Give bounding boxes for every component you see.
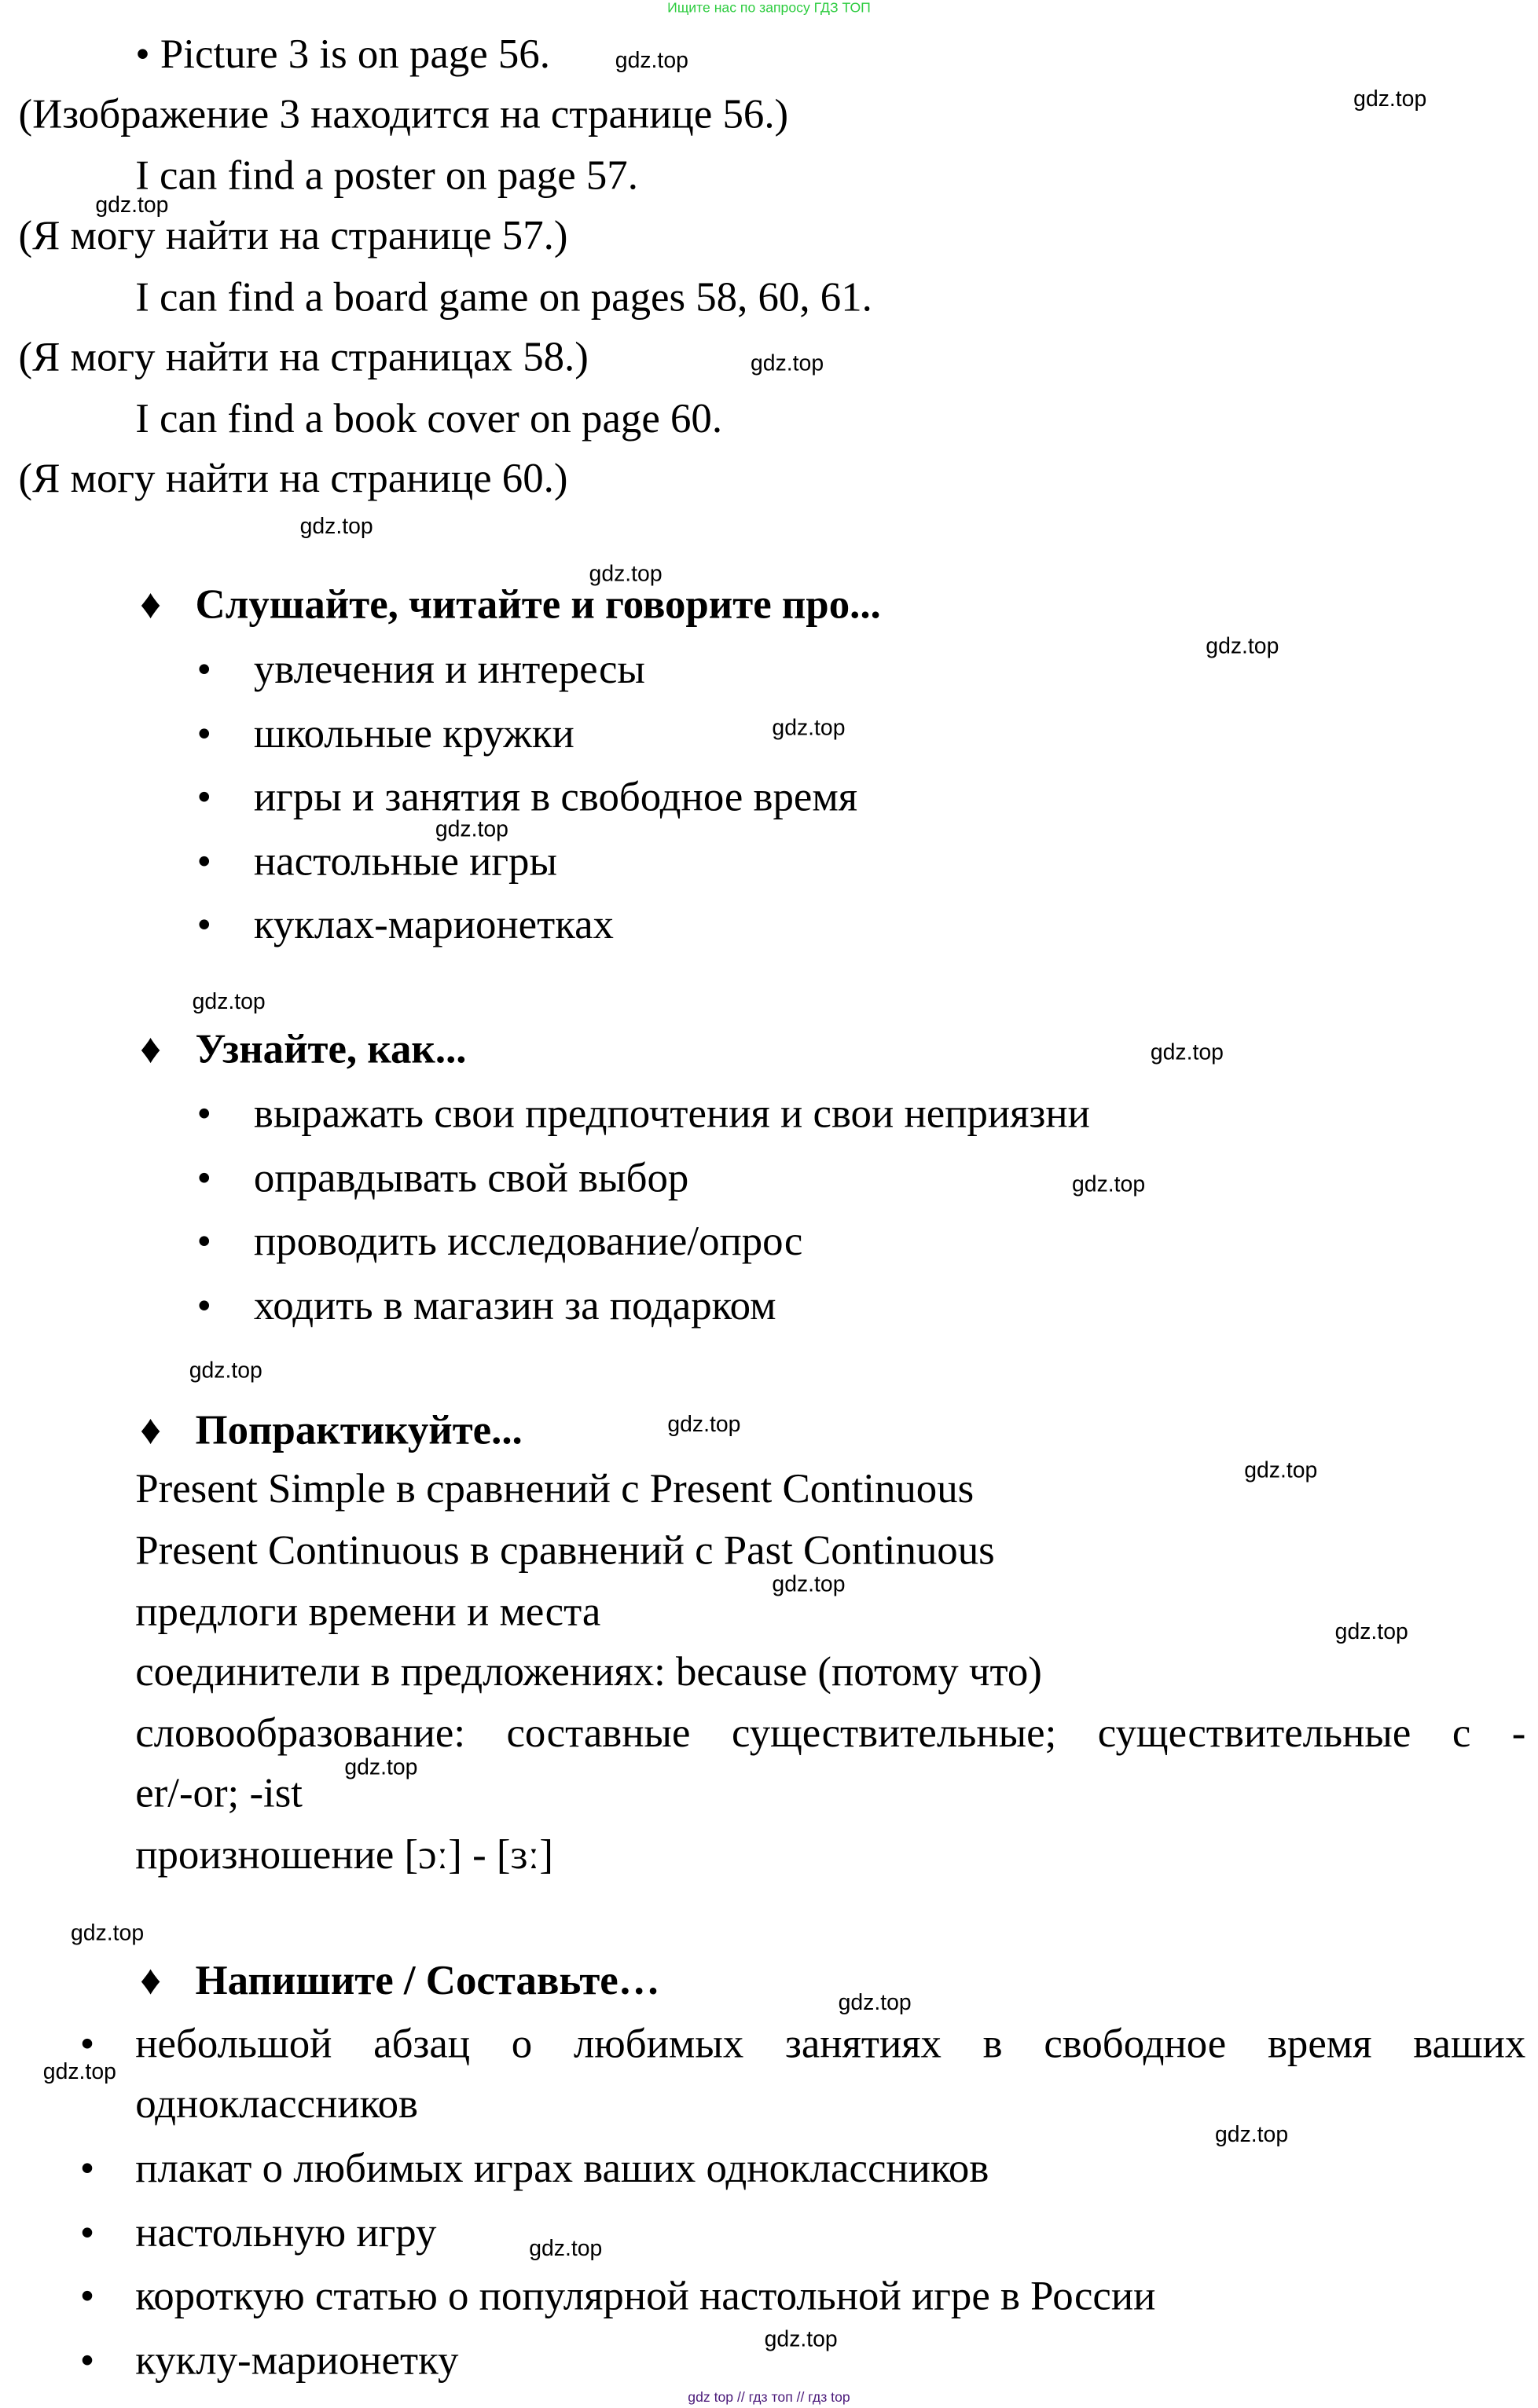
bullet-icon: • (196, 1090, 211, 1137)
bullet-icon: • (196, 837, 211, 885)
list-item: увлечения и интересы (253, 645, 645, 692)
footer-banner[interactable]: gdz top // гдз топ // гдз top (688, 2389, 850, 2405)
watermark-text: gdz.top (615, 49, 688, 74)
watermark-text: gdz.top (344, 1755, 418, 1781)
bullet-icon: • (79, 2209, 95, 2256)
practice-line: Present Simple в сравнений с Present Continuous (135, 1465, 975, 1512)
bullet-icon: • (196, 710, 211, 757)
watermark-text: gdz.top (772, 1573, 846, 1598)
list-item: проводить исследование/опрос (253, 1217, 803, 1264)
diamond-bullet-icon: ♦ (140, 1406, 162, 1453)
watermark-text: gdz.top (772, 716, 846, 742)
bullet-icon: • (196, 1282, 211, 1329)
watermark-text: gdz.top (764, 2327, 838, 2353)
list-item: настольную игру (135, 2209, 437, 2256)
watermark-text: gdz.top (299, 515, 373, 540)
answer-line: • Picture 3 is on page 56. (135, 31, 550, 77)
list-item: куклу-марионетку (135, 2337, 459, 2384)
list-item: выражать свои предпочтения и свои неприязни (253, 1090, 1090, 1137)
watermark-text: gdz.top (667, 1413, 741, 1438)
watermark-text: gdz.top (42, 2060, 116, 2085)
bullet-icon: • (79, 2272, 95, 2319)
translation-line: (Я могу найти на странице 57.) (18, 212, 568, 258)
translation-line: (Изображение 3 находится на странице 56.) (18, 90, 789, 137)
answer-line: I can find a book cover on page 60. (135, 394, 723, 442)
section-heading-learn: Узнайте, как... (195, 1025, 467, 1072)
list-item: оправдывать свой выбор (253, 1154, 689, 1201)
practice-line: словообразование: составные существительные; существительные с - (135, 1710, 1526, 1756)
list-item: плакат о любимых играх ваших одноклассников (135, 2145, 989, 2191)
list-item: короткую статью о популярной настольной игре в России (135, 2272, 1156, 2319)
practice-line: er/-or; -ist (135, 1769, 303, 1816)
answer-line: I can find a board game on pages 58, 60, 61. (135, 273, 872, 321)
practice-line: произношение [ɔː] - [ɜː] (135, 1831, 553, 1878)
section-heading-practice: Попрактикуйте... (195, 1406, 523, 1453)
section-heading-listen: Слушайте, читайте и говорите про... (195, 581, 881, 628)
bullet-icon: • (196, 1154, 211, 1201)
watermark-text: gdz.top (1150, 1040, 1224, 1066)
practice-line: соединители в предложениях: because (потому что) (135, 1647, 1042, 1695)
header-banner[interactable]: Ищите нас по запросу ГДЗ ТОП (667, 0, 871, 16)
list-item: школьные кружки (253, 710, 574, 757)
section-heading-write: Напишите / Составьте… (195, 1957, 660, 2003)
watermark-text: gdz.top (192, 990, 266, 1015)
list-item: небольшой абзац о любимых занятиях в свободное время ваших (135, 2020, 1526, 2067)
diamond-bullet-icon: ♦ (140, 1025, 162, 1072)
practice-line: Present Continuous в сравнений с Past Continuous (135, 1527, 995, 1574)
translation-line: (Я могу найти на страницах 58.) (18, 333, 589, 380)
answer-line: I can find a poster on page 57. (135, 152, 638, 199)
list-item: настольные игры (253, 837, 557, 885)
watermark-text: gdz.top (71, 1922, 145, 1947)
watermark-text: gdz.top (1215, 2123, 1289, 2148)
diamond-bullet-icon: ♦ (140, 581, 162, 628)
list-item: одноклассников (135, 2080, 419, 2127)
watermark-text: gdz.top (1244, 1459, 1318, 1484)
bullet-icon: • (79, 2020, 95, 2067)
bullet-icon: • (79, 2337, 95, 2384)
diamond-bullet-icon: ♦ (140, 1957, 162, 2003)
watermark-text: gdz.top (1072, 1173, 1146, 1198)
watermark-text: gdz.top (1206, 635, 1279, 660)
list-item: куклах-марионетках (253, 900, 614, 947)
bullet-icon: • (196, 645, 211, 692)
bullet-icon: • (196, 900, 211, 947)
list-item: ходить в магазин за подарком (253, 1282, 776, 1329)
bullet-icon: • (196, 773, 211, 820)
watermark-text: gdz.top (589, 563, 663, 588)
practice-line: предлоги времени и места (135, 1588, 601, 1635)
watermark-text: gdz.top (435, 818, 508, 843)
list-item: игры и занятия в свободное время (253, 773, 858, 820)
translation-line: (Я могу найти на странице 60.) (18, 455, 568, 501)
watermark-text: gdz.top (95, 193, 169, 218)
watermark-text: gdz.top (1353, 87, 1427, 112)
bullet-icon: • (79, 2145, 95, 2191)
watermark-text: gdz.top (1334, 1620, 1408, 1645)
watermark-text: gdz.top (189, 1358, 262, 1384)
watermark-text: gdz.top (751, 352, 824, 377)
watermark-text: gdz.top (838, 1991, 912, 2016)
bullet-icon: • (196, 1217, 211, 1264)
watermark-text: gdz.top (529, 2237, 603, 2262)
